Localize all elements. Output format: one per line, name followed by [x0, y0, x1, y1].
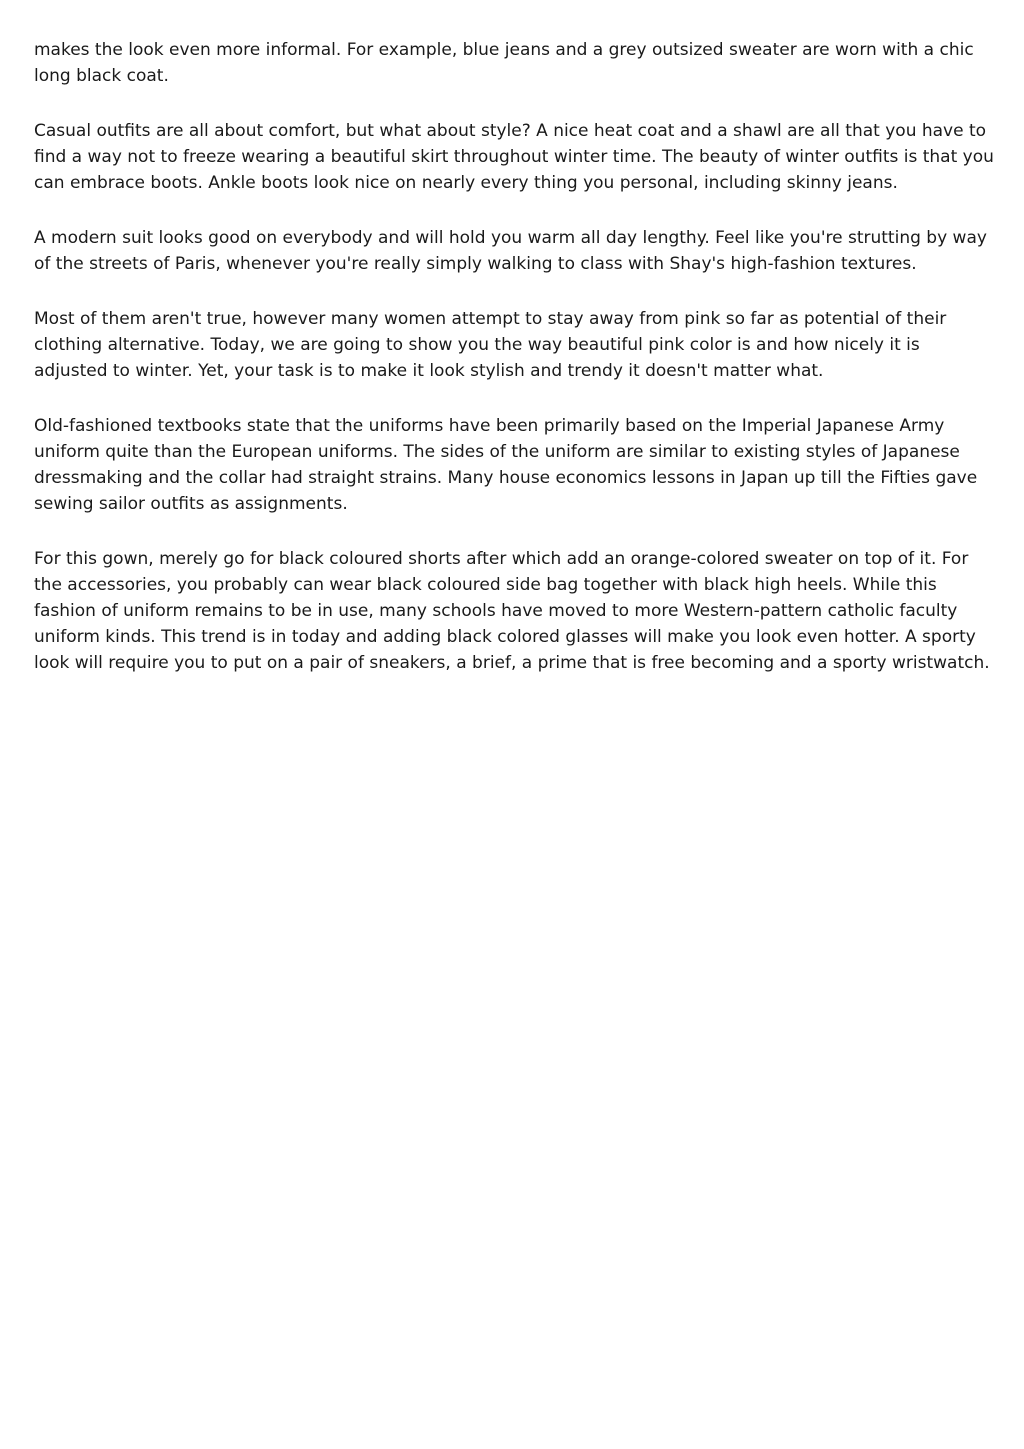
paragraph-5: Old-fashioned textbooks state that the uniforms have been primarily based on the Imperial Japanese Army uniform quite than the European uniforms. The sides of the uniform are similar to existing styles of Japanese dressmaking and the collar had straight strains. Many house economics lessons in Japan up till the Fifties gave sewing sailor outfits as assignments. — [34, 416, 978, 514]
paragraph-3: A modern suit looks good on everybody and will hold you warm all day lengthy. Feel like you're strutting by way of the streets of Paris, whenever you're really simply walking to class with Shay's high-fashion textures. — [34, 228, 987, 274]
paragraph-4: Most of them aren't true, however many women attempt to stay away from pink so far as potential of their clothing alternative. Today, we are going to show you the way beautiful pink color is and how nicely it is adjusted to winter. Yet, your task is to make it look stylish and trendy it doesn't matter what. — [34, 309, 947, 381]
paragraph-1: makes the look even more informal. For example, blue jeans and a grey outsized sweater are worn with a chic long black coat. — [34, 40, 974, 86]
paragraph-6: For this gown, merely go for black coloured shorts after which add an orange-colored sweater on top of it. For the accessories, you probably can wear black coloured side bag together with black high heels. While this fashion of uniform remains to be in use, many schools have moved to more Western-pattern catholic faculty uniform kinds. This trend is in today and adding black colored glasses will make you look even hotter. A sporty look will require you to put on a pair of sneakers, a brief, a prime that is free becoming and a sporty wristwatch. — [34, 549, 990, 673]
document-page — [34, 37, 994, 705]
paragraph-2: Casual outfits are all about comfort, but what about style? A nice heat coat and a shawl are all that you have to find a way not to freeze wearing a beautiful skirt throughout winter time. The beauty of winter outfits is that you can embrace boots. Ankle boots look nice on nearly every thing you personal, including skinny jeans. — [34, 121, 994, 193]
